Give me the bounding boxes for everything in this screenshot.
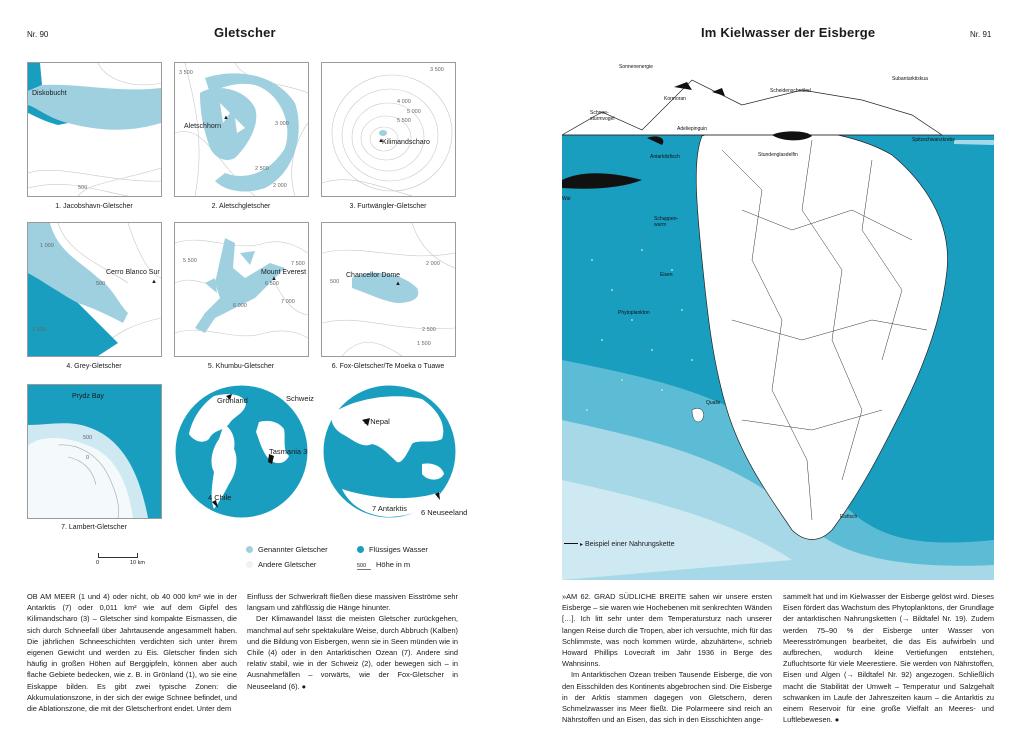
contour-label: 500 <box>83 435 93 441</box>
map-lambert <box>27 384 162 519</box>
right-page-title: Im Kielwasser der Eisberge <box>701 25 876 40</box>
legend-swatch <box>246 561 253 568</box>
label-jelly: Qualle <box>706 400 721 406</box>
body-text-col4: sammelt hat und im Kielwasser der Eisberge gelöst wird. Dieses Eisen fördert das Wachstum des Phytoplanktons, der Grundlage der antarktischen Nahrungsketten (→ Bildtafel Nr. 19). Zudem werden 75–90 % der Eisberge unter Wasser von Meeresströmungen bearbeitet, die das Eis aufwirbeln und aufbrechen, wodurch kleine Vertiefungen entstehen, Zufluchtsorte für viele Meerestiere. Sie werden von Nährstoffen, Eisen und Algen (→ Bildtafel Nr. 92) angezogen. Schließlich macht die Stabilität der Umwelt – Temperatur und Salzgehalt schwanken im Laufe der Jahreszeiten kaum – die Antarktis zu einem Reservoir für eine große Vielfalt an Meeres- und Luftlebewesen. ● <box>783 592 994 725</box>
peak-triangle-icon: ▲ <box>395 281 401 287</box>
label-dolphin: Stundenglasdelfin <box>758 152 798 158</box>
map-caption-6: 6. Fox-Gletscher/Te Moeka o Tuawe <box>331 363 445 370</box>
map-aletsch <box>174 62 309 197</box>
map-khumbu <box>174 222 309 357</box>
peak-triangle-icon: ▲ <box>151 279 157 285</box>
scale-bar <box>98 557 138 558</box>
legend-swatch <box>357 546 364 553</box>
globe-label-schweiz: Schweiz <box>286 394 314 403</box>
contour-label: 1 500 <box>417 341 431 347</box>
peak-triangle-icon: ▲ <box>271 276 277 282</box>
chain-arrow-icon <box>564 543 578 544</box>
label-fish2: Eisfisch <box>840 514 858 520</box>
map-caption-1: 1. Jacobshavn-Gletscher <box>55 203 133 210</box>
map-label-diskobucht: Diskobucht <box>32 90 67 97</box>
food-chain-legend: ▸ Beispiel einer Nahrungskette <box>564 541 674 548</box>
contour-label: 500 <box>96 281 106 287</box>
contour-label: 5 500 <box>183 258 197 264</box>
contour-label: 7 500 <box>291 261 305 267</box>
map-label-chancellor-dome: Chancellor Dome <box>346 272 401 279</box>
label-adelie: Adeliepinguin <box>677 126 708 132</box>
left-page-number: Nr. 90 <box>27 30 49 39</box>
left-page-title: Gletscher <box>214 25 276 40</box>
map-label-everest: Mount Everest <box>261 269 307 276</box>
contour-label: 6 000 <box>233 303 247 309</box>
map-grey <box>27 222 162 357</box>
globe-label-tasmania: Tasmania 3 <box>269 447 308 456</box>
map-caption-4: 4. Grey-Gletscher <box>66 363 122 370</box>
globe-west <box>174 384 314 519</box>
label-phyto: Phytoplankton <box>618 310 650 316</box>
globe-label-antarktis: 7 Antarktis <box>372 504 408 513</box>
label-sun: Sonnenenergie <box>619 64 653 70</box>
map-caption-7: 7. Lambert-Gletscher <box>61 524 127 531</box>
contour-label: 1 500 <box>32 327 46 333</box>
legend-other-glacier: Andere Gletscher <box>246 560 316 569</box>
contour-label: 0 <box>86 455 90 461</box>
scale-label-start: 0 <box>96 560 100 566</box>
contour-label: 2 500 <box>422 327 436 333</box>
map-fox <box>321 222 456 357</box>
contour-label: 500 <box>330 279 340 285</box>
label-shrimp: Spitzschwanzkrebs <box>912 137 955 143</box>
map-label-aletschhorn: Aletschhorn <box>184 123 221 130</box>
peak-triangle-icon: ▲ <box>223 115 229 121</box>
contour-label: 5 000 <box>407 109 421 115</box>
right-page-number: Nr. 91 <box>970 30 992 39</box>
contour-label: 1 000 <box>40 243 54 249</box>
contour-label: 5 500 <box>397 118 411 124</box>
contour-label: 6 500 <box>265 281 279 287</box>
scale-tick <box>98 553 99 558</box>
legend-liquid-water: Flüssiges Wasser <box>357 545 428 554</box>
map-caption-3: 3. Furtwängler-Gletscher <box>349 203 427 210</box>
legend-swatch <box>246 546 253 553</box>
contour-label: 2 500 <box>255 166 269 172</box>
iceberg-illustration <box>562 60 994 580</box>
label-sheathbill: Scheidenschnäbel <box>770 88 811 94</box>
label-iron: Eisen <box>660 272 673 278</box>
label-petrel: Schnee- sturmvogel <box>590 110 615 122</box>
label-subantarctic: Subantarktiskua <box>892 76 928 82</box>
body-text-col2: Einfluss der Schwerkraft fließen diese massiven Eisströme sehr langsam und zähflüssig die Hänge hinunter. Der Klimawandel lässt die meisten Gletscher zurückgehen, manchmal auf sehr spektakuläre Weise, durch Abbruch (Kalben) und die Bildung von Eisbergen, wenn sie in Seen münden wie in Chile (4) oder in den Antarktischen Ozean (7). Andere sind relativ stabil, wie in der Schweiz (2), oder bewegen sich – in Ausnahmefällen – vorwärts, wie der Fox-Gletscher in Neuseeland (6). ● <box>247 592 459 691</box>
body-text-col3: »AM 62. GRAD SÜDLICHE BREITE sahen wir unsere ersten Eisberge – sie waren wie Hochebenen mit senkrechten Wänden […]. Ich litt sehr unter dem Temperatursturz nach unserer langen Reise durch die Tropen, aber ich versuchte, mich für das Schlimmste, was noch kommen würde, abzuhärten«, schrieb Howard Phillips Lovecraft im Jahr 1936 in Berge des Wahnsinns. Im Antarktischen Ozean treiben Tausende Eisberge, die von den Eisschilden des Kontinents abgebrochen sind. Die Eisberge in der Arktis stammen dagegen von Gletschern, deren Schmelzwasser ins Meer fließt. Die Polarmeere sind reich an Nährstoffen und an Eisen, das sich in den Eisschichten ange- <box>562 592 772 725</box>
peak-triangle-icon: ▲ <box>378 138 384 144</box>
map-label-kilimandscharo: Kilimandscharo <box>382 139 430 146</box>
contour-label: 3 500 <box>179 70 193 76</box>
body-text-col1: OB AM MEER (1 und 4) oder nicht, ob 40 000 km² wie in der Antarktis (7) oder 0,011 km² wie auf dem Gipfel des Kilimandscharo (3) – Gletscher sind kompakte Eismassen, die sich durch Schneefall über Jahrtausende angesammelt haben. Die jährlichen Schneeschichten verdichten sich unter ihrem eigenen Gewicht und werden zu Eis. Gletscher finden sich häufig in großen Höhen auf Berggipfeln, können aber auch flache Gebiete bedecken, wie z. B. in Grönland (1), wo sie eine Eiskappe bilden. Es gibt zwei typische Zonen: die Akkumulationszone, in der sich der ewige Schnee befindet, und die Ablationszone, die mit der Gletscherfront endet. Unter dem <box>27 592 237 714</box>
globe-label-neuseeland: 6 Neuseeland <box>421 508 468 517</box>
contour-label: 2 000 <box>426 261 440 267</box>
map-furtwaengler <box>321 62 456 197</box>
contour-label: 3 500 <box>430 67 444 73</box>
scale-label-end: 10 km <box>130 560 145 566</box>
label-whale: Wal <box>562 196 571 202</box>
contour-label: 3 000 <box>275 121 289 127</box>
legend-height: 500 Höhe in m <box>357 560 411 569</box>
scale-tick <box>137 553 138 558</box>
contour-label: 2 000 <box>273 183 287 189</box>
contour-label: 7 000 <box>281 299 295 305</box>
map-jacobshavn <box>27 62 162 197</box>
globe-label-nepal: 5 Nepal <box>364 417 390 426</box>
label-fish: Antarktisfisch <box>650 154 680 160</box>
label-cormorant: Kormoran <box>664 96 686 102</box>
contour-label: 500 <box>78 185 88 191</box>
legend-named-glacier: Genannter Gletscher <box>246 545 328 554</box>
globe-label-chile: 4 Chile <box>208 493 232 502</box>
contour-label: 4 000 <box>397 99 411 105</box>
map-caption-2: 2. Aletschgletscher <box>211 203 271 210</box>
map-label-cerro-blanco: Cerro Blanco Sur <box>106 269 160 276</box>
globe-east <box>322 384 468 519</box>
map-caption-5: 5. Khumbu-Gletscher <box>207 363 275 370</box>
label-scale-worm: Schuppen- wurm <box>654 216 679 228</box>
map-label-prydz-bay: Prydz Bay <box>72 393 104 400</box>
globe-label-groenland: Grönland <box>217 396 248 405</box>
